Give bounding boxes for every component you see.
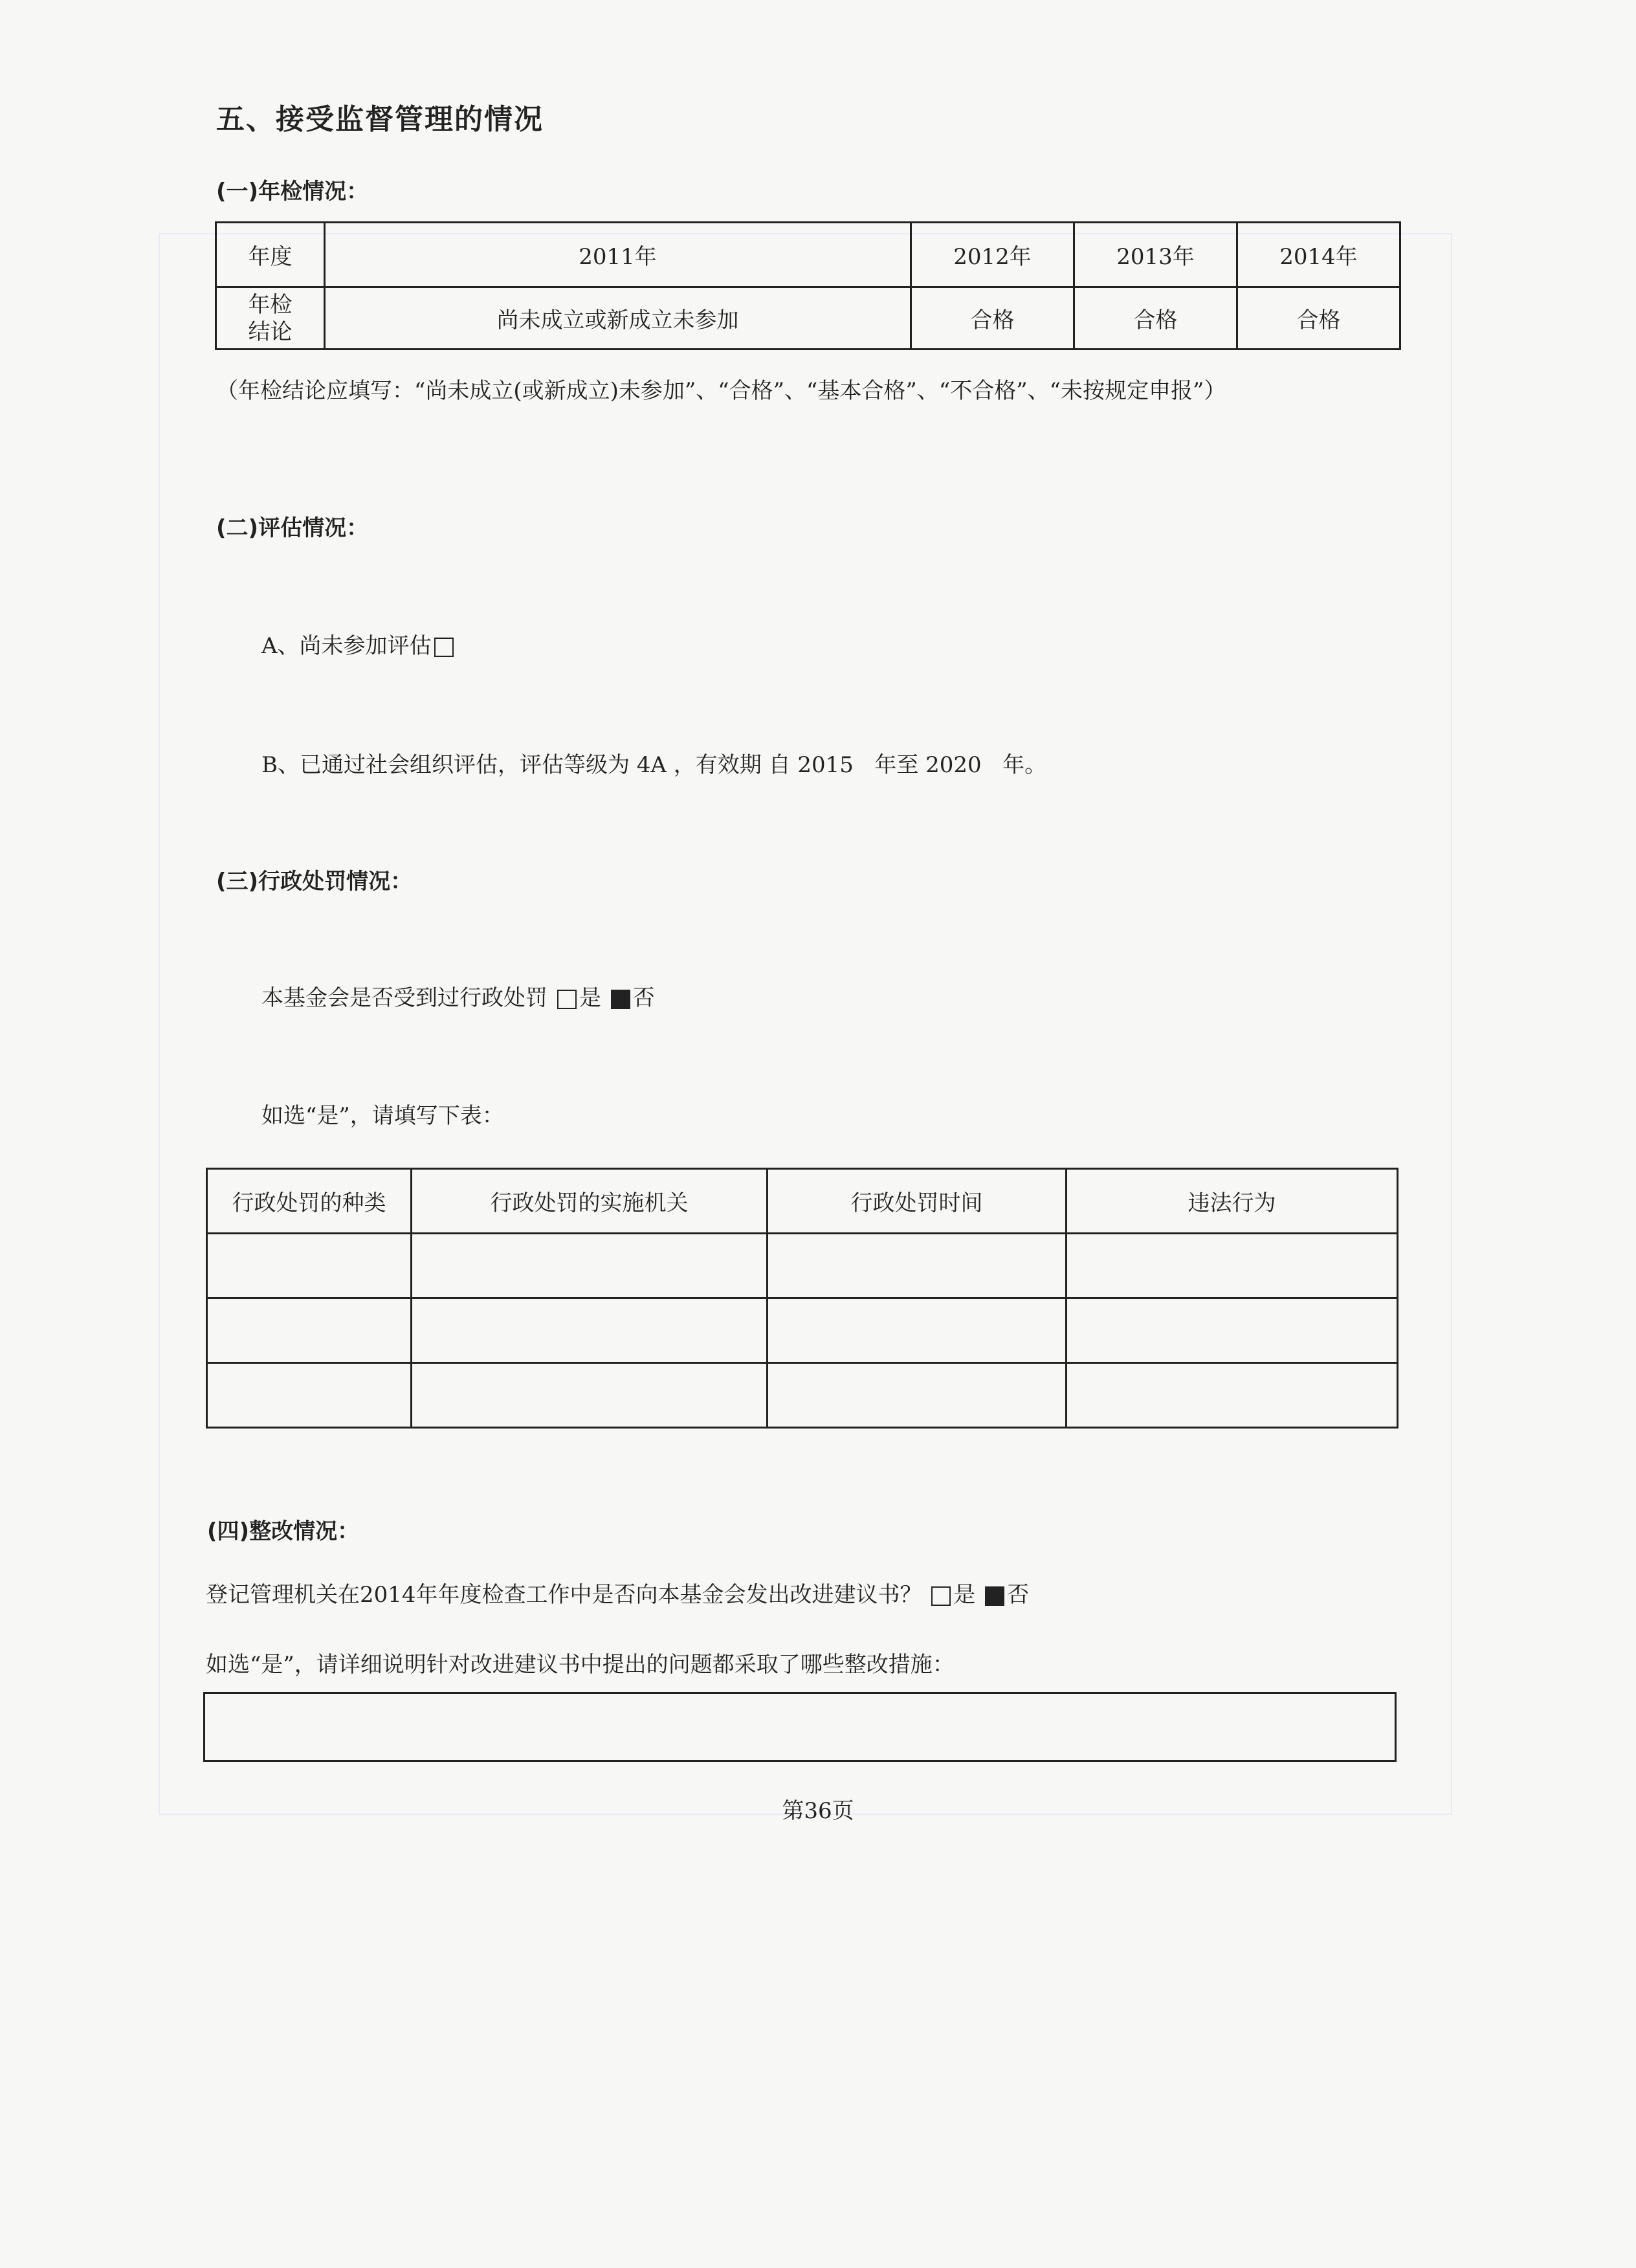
rectification-no-checkbox[interactable] [985,1586,1004,1606]
conclusion-label: 年检结论 [216,287,325,350]
year-2013: 2013年 [1074,223,1237,287]
rectification-no-label: 否 [1007,1582,1030,1608]
page-number: 第36页 [782,1798,854,1824]
penalty-cell[interactable] [412,1363,768,1428]
penalty-cell[interactable] [1067,1234,1398,1298]
annual-inspection-note: （年检结论应填写：“尚未成立(或新成立)未参加”、“合格”、“基本合格”、“不合格”、“未按规定申报”） [216,378,1226,404]
result-2012: 合格 [911,287,1074,350]
penalty-table [206,1168,1398,1429]
penalty-cell[interactable] [207,1234,412,1298]
option-a-checkbox[interactable] [434,638,454,657]
result-2013: 合格 [1074,287,1237,350]
penalty-yes-label: 是 [579,985,601,1011]
penalty-cell[interactable] [768,1363,1067,1428]
penalty-col-violation: 违法行为 [1067,1169,1398,1234]
year-2012: 2012年 [911,223,1074,287]
penalty-cell[interactable] [207,1298,412,1363]
rectification-yes-label: 是 [953,1582,976,1608]
penalty-col-time: 行政处罚时间 [768,1169,1067,1234]
annual-inspection-table [215,221,1401,350]
penalty-col-agency: 行政处罚的实施机关 [412,1169,768,1234]
rectification-if-yes: 如选“是”，请详细说明针对改进建议书中提出的问题都采取了哪些整改措施： [206,1652,955,1678]
penalty-no-label: 否 [632,985,655,1011]
year-2014: 2014年 [1237,223,1400,287]
result-2011: 尚未成立或新成立未参加 [325,287,911,350]
penalty-cell[interactable] [207,1363,412,1428]
penalty-cell[interactable] [1067,1298,1398,1363]
evaluation-option-b: B、已通过社会组织评估，评估等级为 4A ，有效期 自 2015 年至 2020 年。 [261,752,1047,778]
penalty-cell[interactable] [1067,1363,1398,1428]
penalty-cell[interactable] [412,1234,768,1298]
penalty-cell[interactable] [768,1298,1067,1363]
penalty-cell[interactable] [768,1234,1067,1298]
penalty-if-yes: 如选“是”，请填写下表： [261,1103,504,1129]
annual-inspection-title: (一)年检情况： [216,179,369,205]
penalty-yes-checkbox[interactable] [557,990,577,1009]
rectification-title: (四)整改情况： [207,1518,360,1544]
result-2014: 合格 [1237,287,1400,350]
penalty-no-checkbox[interactable] [611,990,630,1009]
penalty-question-line: 本基金会是否受到过行政处罚 是 否 [261,985,655,1011]
rectification-yes-checkbox[interactable] [931,1586,951,1606]
year-2011: 2011年 [325,223,911,287]
penalty-col-type: 行政处罚的种类 [207,1169,412,1234]
year-header-label: 年度 [216,223,325,287]
rectification-question-line: 登记管理机关在2014年年度检查工作中是否向本基金会发出改进建议书？ 是 否 [206,1582,1030,1608]
rectification-measures-box[interactable] [203,1692,1397,1762]
evaluation-title: (二)评估情况： [216,515,369,541]
penalty-title: (三)行政处罚情况： [216,869,413,895]
section-title: 五、接受监督管理的情况 [216,103,544,136]
evaluation-option-a: A、尚未参加评估 [261,628,456,660]
penalty-cell[interactable] [412,1298,768,1363]
